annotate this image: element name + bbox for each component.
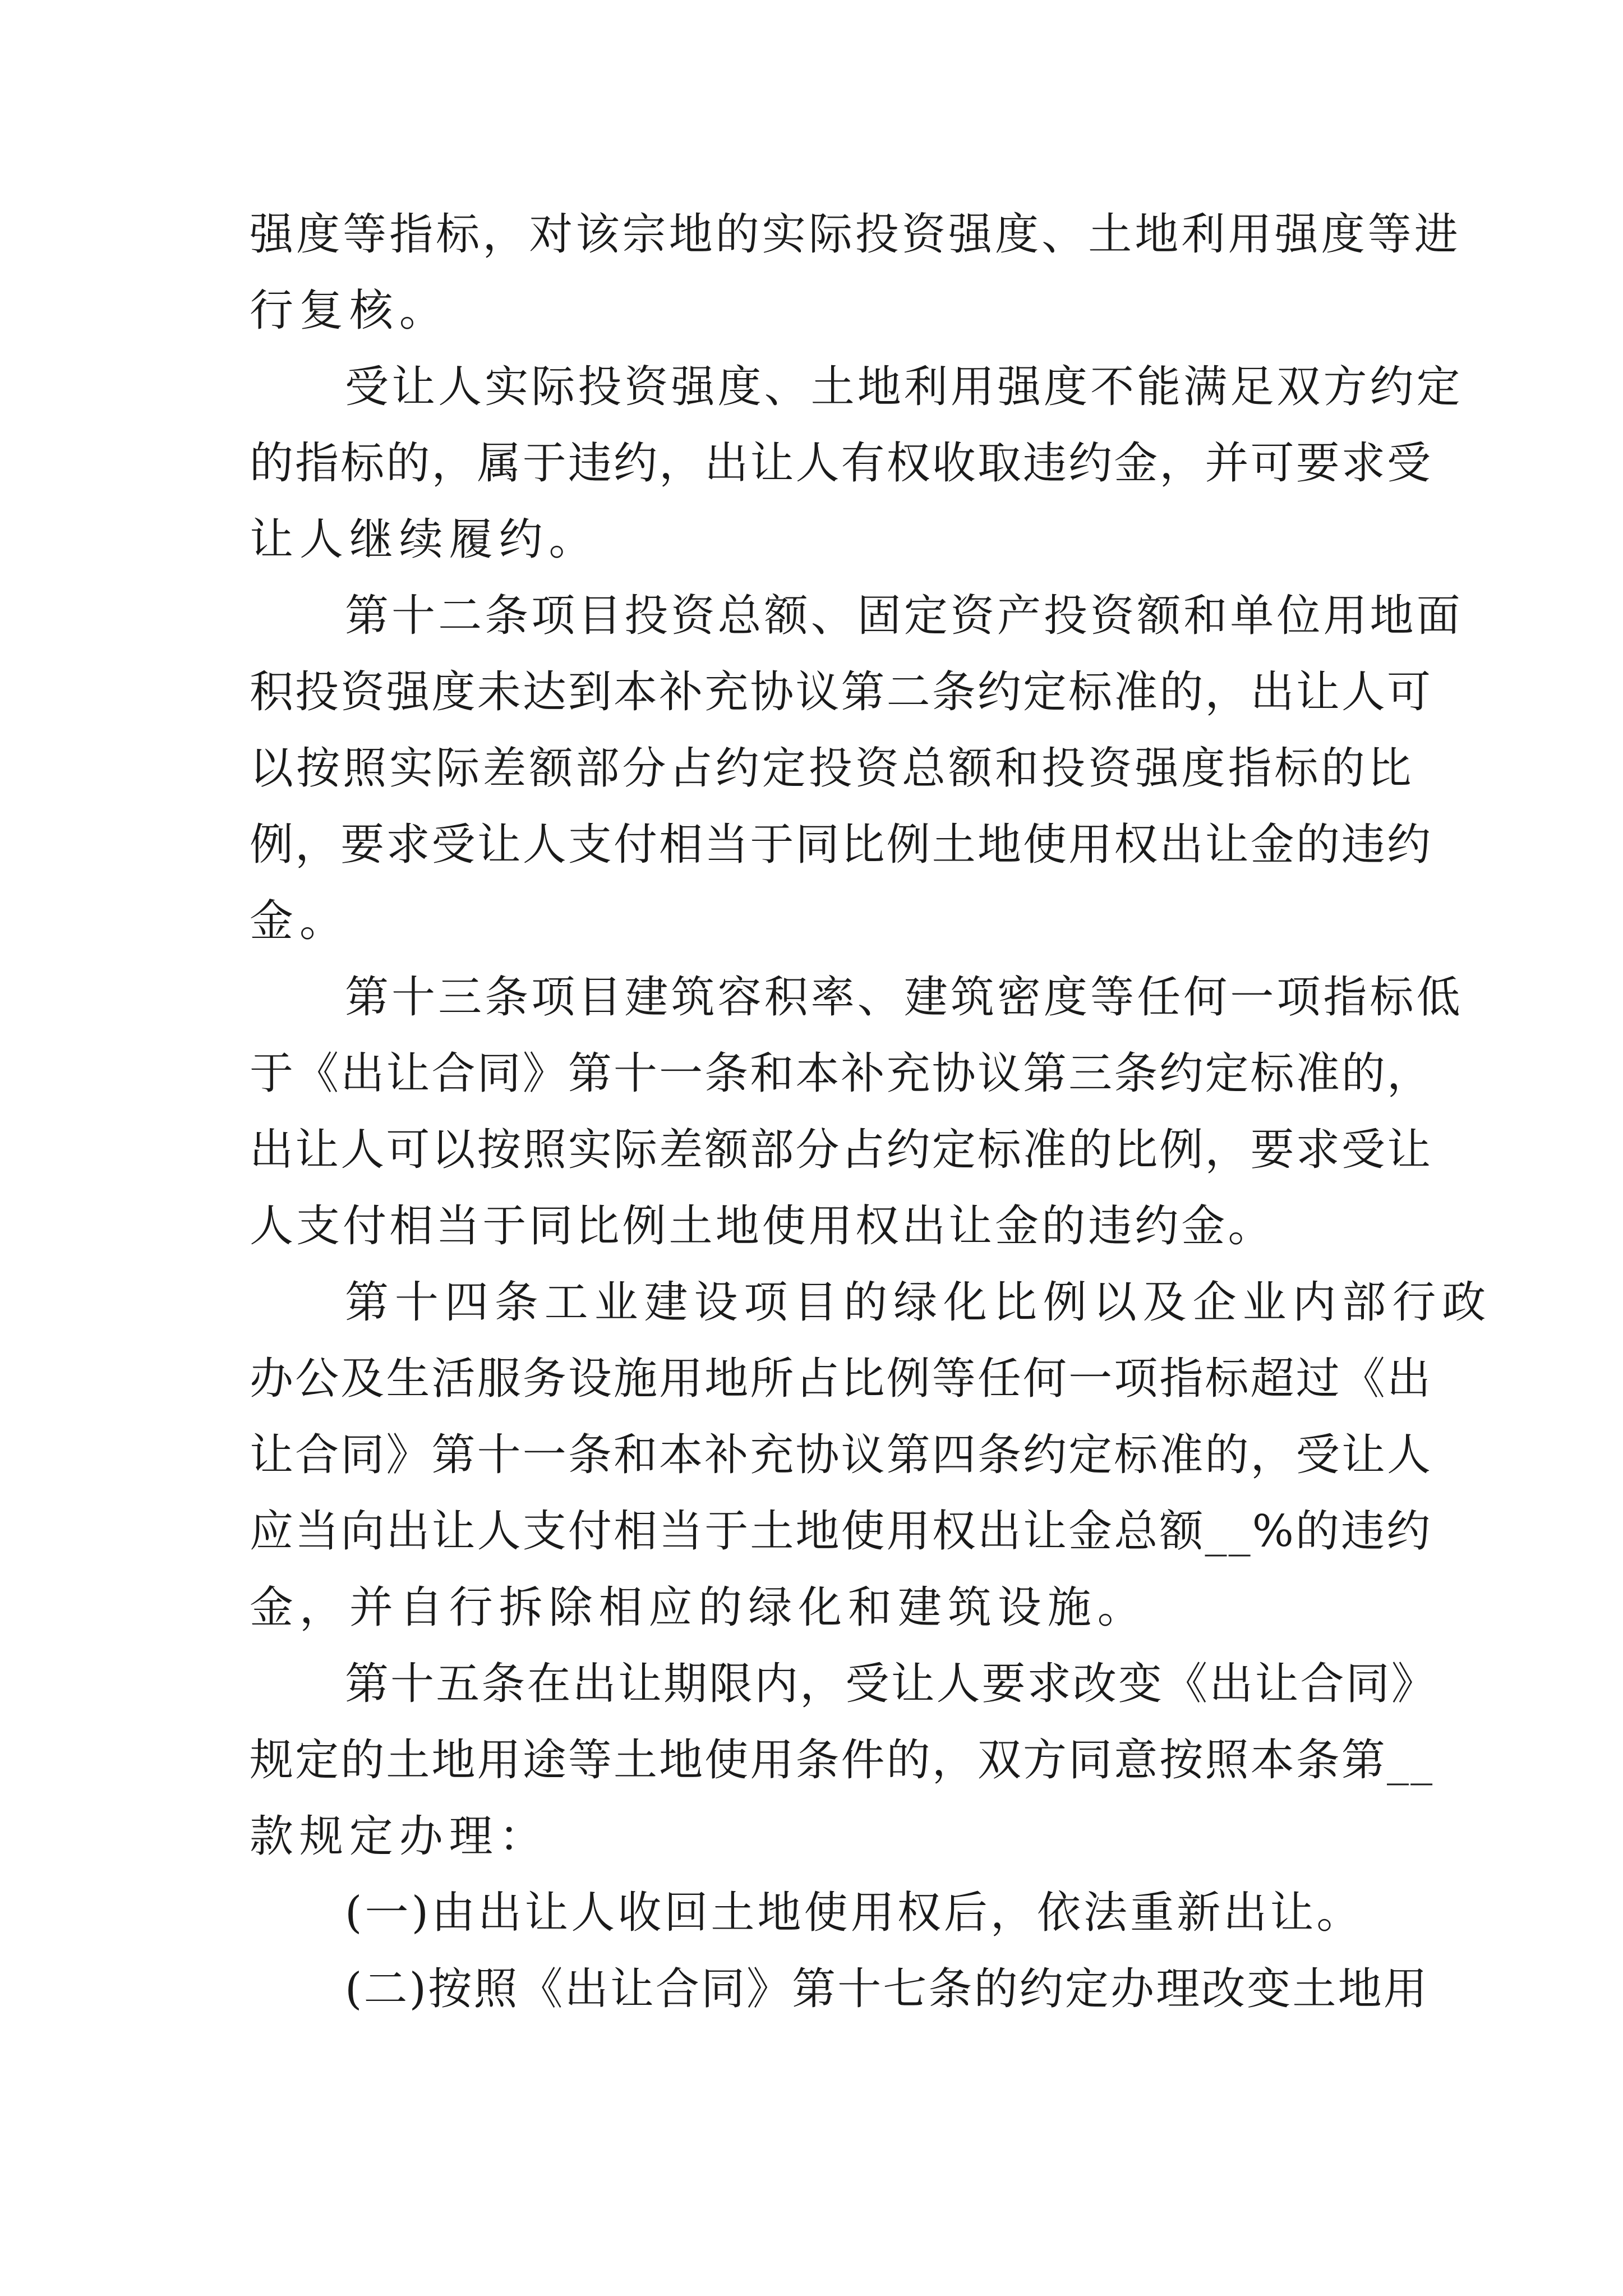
text-line: 第十五条在出让期限内，受让人要求改变《出让合同》 xyxy=(345,1659,1437,1709)
text-line: 让合同》第十一条和本补充协议第四条约定标准的，受让人 xyxy=(250,1430,1433,1480)
text-line: 第十三条项目建筑容积率、建筑密度等任何一项指标低 xyxy=(345,972,1463,1023)
text-line: 应当向出让人支付相当于土地使用权出让金总额__%的违约 xyxy=(250,1506,1432,1557)
text-line: 受让人实际投资强度、土地利用强度不能满足双方约定 xyxy=(345,362,1463,412)
text-line: 出让人可以按照实际差额部分占约定标准的比例，要求受让 xyxy=(250,1125,1433,1175)
text-line: 积投资强度未达到本补充协议第二条约定标准的，出让人可 xyxy=(250,667,1433,717)
text-line: 强度等指标，对该宗地的实际投资强度、土地利用强度等进 xyxy=(250,209,1461,260)
text-line: 第十二条项目投资总额、固定资产投资额和单位用地面 xyxy=(345,591,1463,641)
text-line: 的指标的，属于违约，出让人有权收取违约金，并可要求受 xyxy=(250,438,1433,489)
document-body xyxy=(250,196,1492,2027)
text-line: 款规定办理： xyxy=(250,1811,549,1862)
text-line: 人支付相当于同比例土地使用权出让金的违约金。 xyxy=(250,1201,1275,1251)
text-line: 例，要求受让人支付相当于同比例土地使用权出让金的违约 xyxy=(250,820,1433,870)
text-line: (一)由出让人收回土地使用权后，依法重新出让。 xyxy=(345,1888,1363,1938)
text-line: (二)按照《出让合同》第十七条的约定办理改变土地用 xyxy=(345,1964,1429,2014)
text-line: 金，并自行拆除相应的绿化和建筑设施。 xyxy=(250,1582,1147,1633)
text-line: 于《出让合同》第十一条和本补充协议第三条约定标准的， xyxy=(250,1048,1433,1099)
text-line: 行复核。 xyxy=(250,286,449,336)
text-line: 办公及生活服务设施用地所占比例等任何一项指标超过《出 xyxy=(250,1354,1433,1404)
text-line: 以按照实际差额部分占约定投资总额和投资强度指标的比 xyxy=(250,743,1414,794)
text-line: 规定的土地用途等土地使用条件的，双方同意按照本条第__ xyxy=(250,1735,1435,1786)
text-line: 让人继续履约。 xyxy=(250,514,599,565)
text-line: 金。 xyxy=(250,896,349,946)
text-line: 第十四条工业建设项目的绿化比例以及企业内部行政 xyxy=(345,1277,1492,1328)
